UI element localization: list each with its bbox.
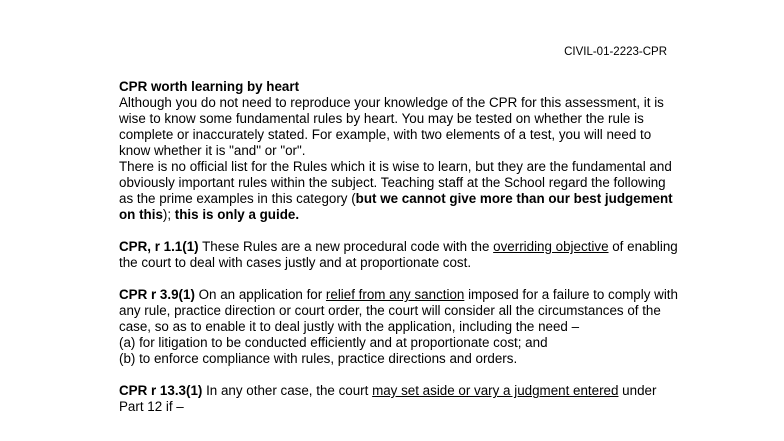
key-phrase: relief from any sanction bbox=[325, 287, 465, 302]
rule-1-1: CPR, r 1.1(1) These Rules are a new procedural code with the overriding objective of enabling the court to deal with cases justly and at proportionate cost. bbox=[119, 239, 678, 270]
section-heading: CPR worth learning by heart bbox=[119, 79, 300, 94]
caveat-text: but we cannot give more than our best judgement on this bbox=[119, 191, 673, 222]
guidance-paragraph: There is no official list for the Rules which it is wise to learn, but they are the fundamental and obviously important rules within the subject. Teaching staff at the School regard the following as the prime examples in this category (but we cannot give more than our best judgement on this); this is only a guide. bbox=[119, 159, 673, 222]
list-item: (a) for litigation to be conducted efficiently and at proportionate cost; and bbox=[119, 335, 548, 350]
rule-reference: CPR r 3.9(1) bbox=[119, 287, 195, 302]
list-item: (b) to enforce compliance with rules, practice directions and orders. bbox=[119, 351, 518, 366]
rule-reference: CPR r 13.3(1) bbox=[119, 383, 203, 398]
guide-note: this is only a guide. bbox=[171, 207, 300, 222]
intro-paragraph: Although you do not need to reproduce your knowledge of the CPR for this assessment, it is wise to know some fundamental rules by heart. You may be tested on whether the rule is complete or inaccurately stated. For example, with two elements of a test, you will need to know whether it is "and" or "or". bbox=[119, 95, 664, 158]
document-code: CIVIL-01-2223-CPR bbox=[564, 46, 667, 58]
key-phrase: may set aside or vary a judgment entered bbox=[372, 383, 619, 398]
rule-13-3: CPR r 13.3(1) In any other case, the court may set aside or vary a judgment entered under Part 12 if – bbox=[119, 383, 657, 414]
key-phrase: overriding objective bbox=[493, 239, 609, 254]
document-body bbox=[119, 79, 679, 415]
rule-reference: CPR, r 1.1(1) bbox=[119, 239, 199, 254]
rule-3-9: CPR r 3.9(1) On an application for relief from any sanction imposed for a failure to comply with any rule, practice direction or court order, the court will consider all the circumstances of the case, so as to enable it to deal justly with the application, including the need – (a) for litigation to be conducted efficiently and at proportionate cost; and (b) to enforce compliance with rules, practice directions and orders. bbox=[119, 287, 678, 366]
